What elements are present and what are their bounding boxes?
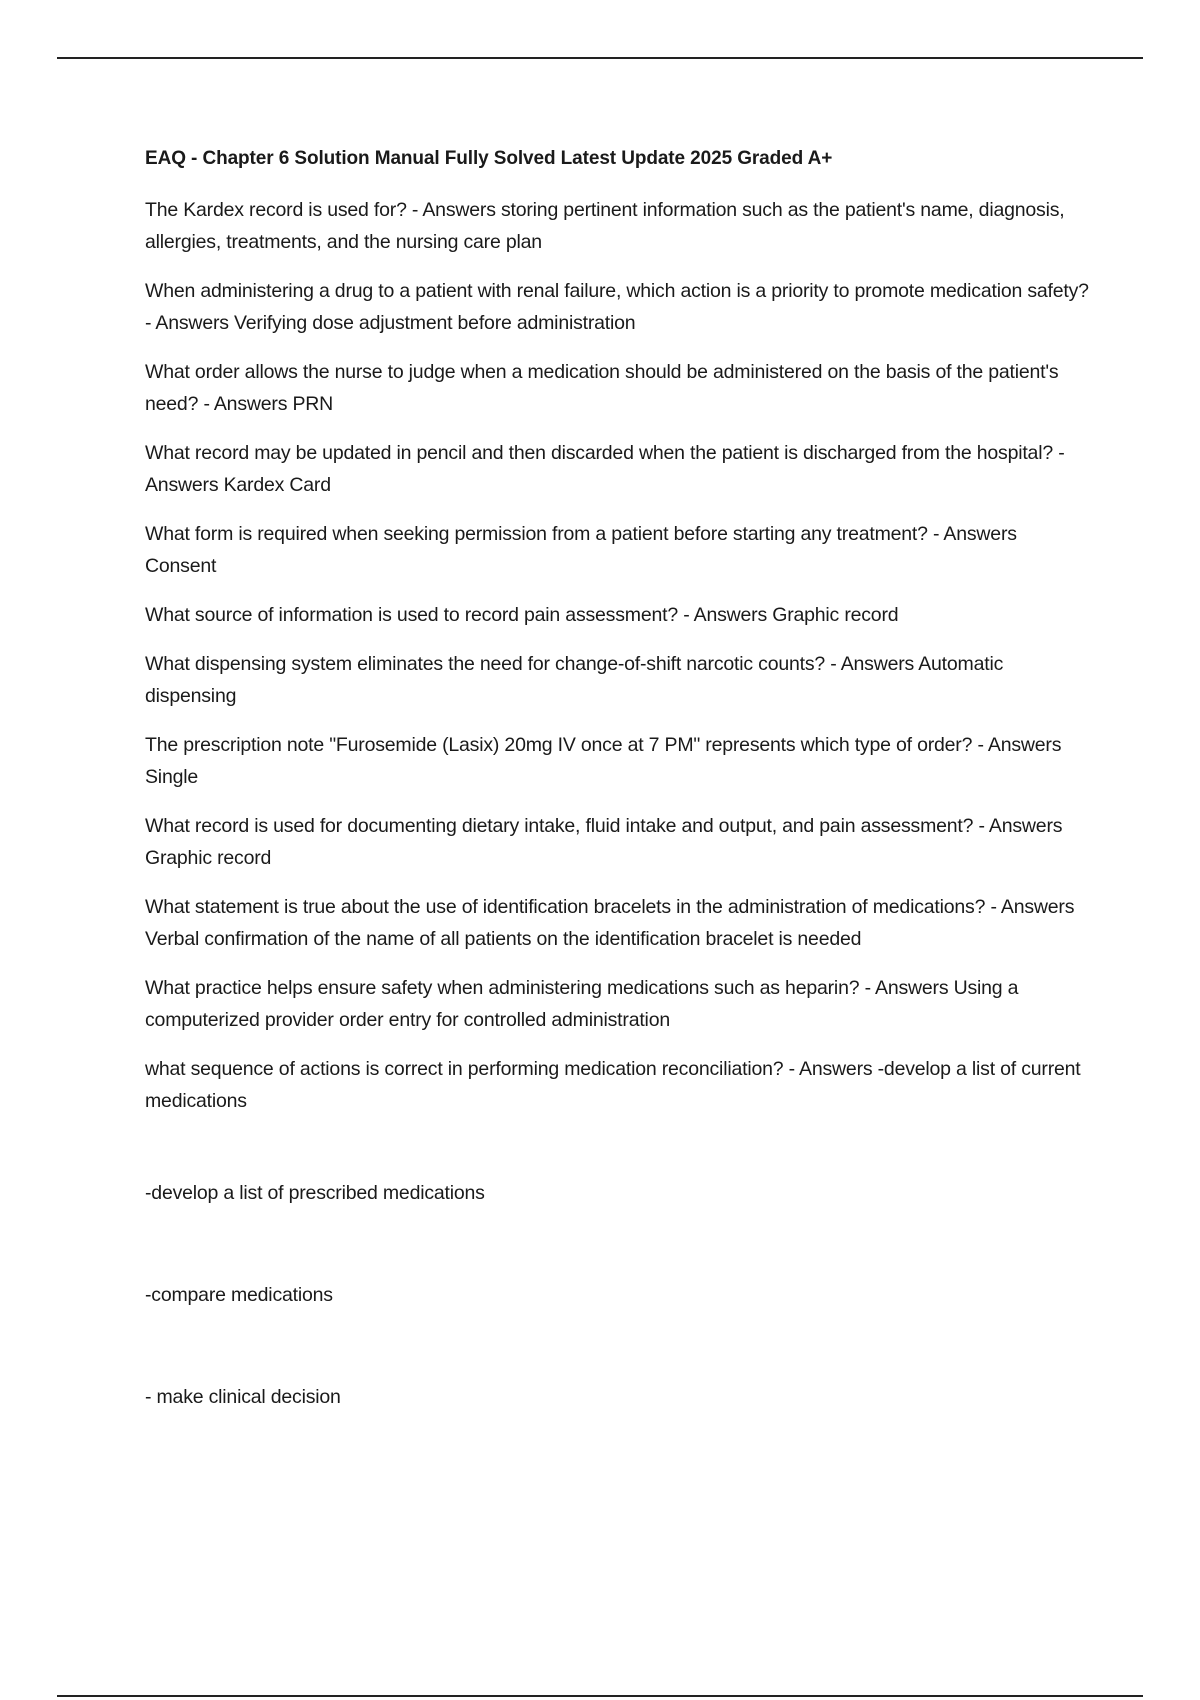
qa-item: What source of information is used to record pain assessment? - Answers Graphic record <box>145 604 899 626</box>
qa-item: What form is required when seeking permission from a patient before starting any treatment? - Answers Consent <box>145 523 1017 577</box>
qa-item: What record may be updated in pencil and then discarded when the patient is discharged from the hospital? - Answers Kardex Card <box>145 442 1065 496</box>
qa-item: What dispensing system eliminates the need for change-of-shift narcotic counts? - Answers Automatic dispensing <box>145 653 1004 707</box>
footer-rule <box>57 1695 1143 1697</box>
document-body <box>145 146 1090 1413</box>
qa-item: What order allows the nurse to judge when a medication should be administered on the basis of the patient's need? - Answers PRN <box>145 361 1059 415</box>
qa-item: What record is used for documenting dietary intake, fluid intake and output, and pain assessment? - Answers Graphic record <box>145 815 1063 869</box>
qa-item: When administering a drug to a patient with renal failure, which action is a priority to promote medication safety? - Answers Verifying dose adjustment before administration <box>145 280 1089 334</box>
qa-item: The Kardex record is used for? - Answers storing pertinent information such as the patient's name, diagnosis, allergies, treatments, and the nursing care plan <box>145 199 1065 253</box>
reconciliation-step: - make clinical decision <box>145 1386 341 1408</box>
reconciliation-step: -develop a list of prescribed medications <box>145 1182 485 1204</box>
qa-item: The prescription note "Furosemide (Lasix) 20mg IV once at 7 PM" represents which type of order? - Answers Single <box>145 734 1062 788</box>
document-title: EAQ - Chapter 6 Solution Manual Fully Solved Latest Update 2025 Graded A+ <box>145 148 833 169</box>
qa-item: What statement is true about the use of identification bracelets in the administration of medications? - Answers Verbal confirmation of the name of all patients on the identification bracelet is needed <box>145 896 1075 950</box>
reconciliation-step: -compare medications <box>145 1284 333 1306</box>
header-rule <box>57 57 1143 59</box>
qa-item: what sequence of actions is correct in performing medication reconciliation? - Answers -develop a list of current medications <box>145 1058 1081 1112</box>
qa-item: What practice helps ensure safety when administering medications such as heparin? - Answers Using a computerized provider order entry for controlled administration <box>145 977 1019 1031</box>
